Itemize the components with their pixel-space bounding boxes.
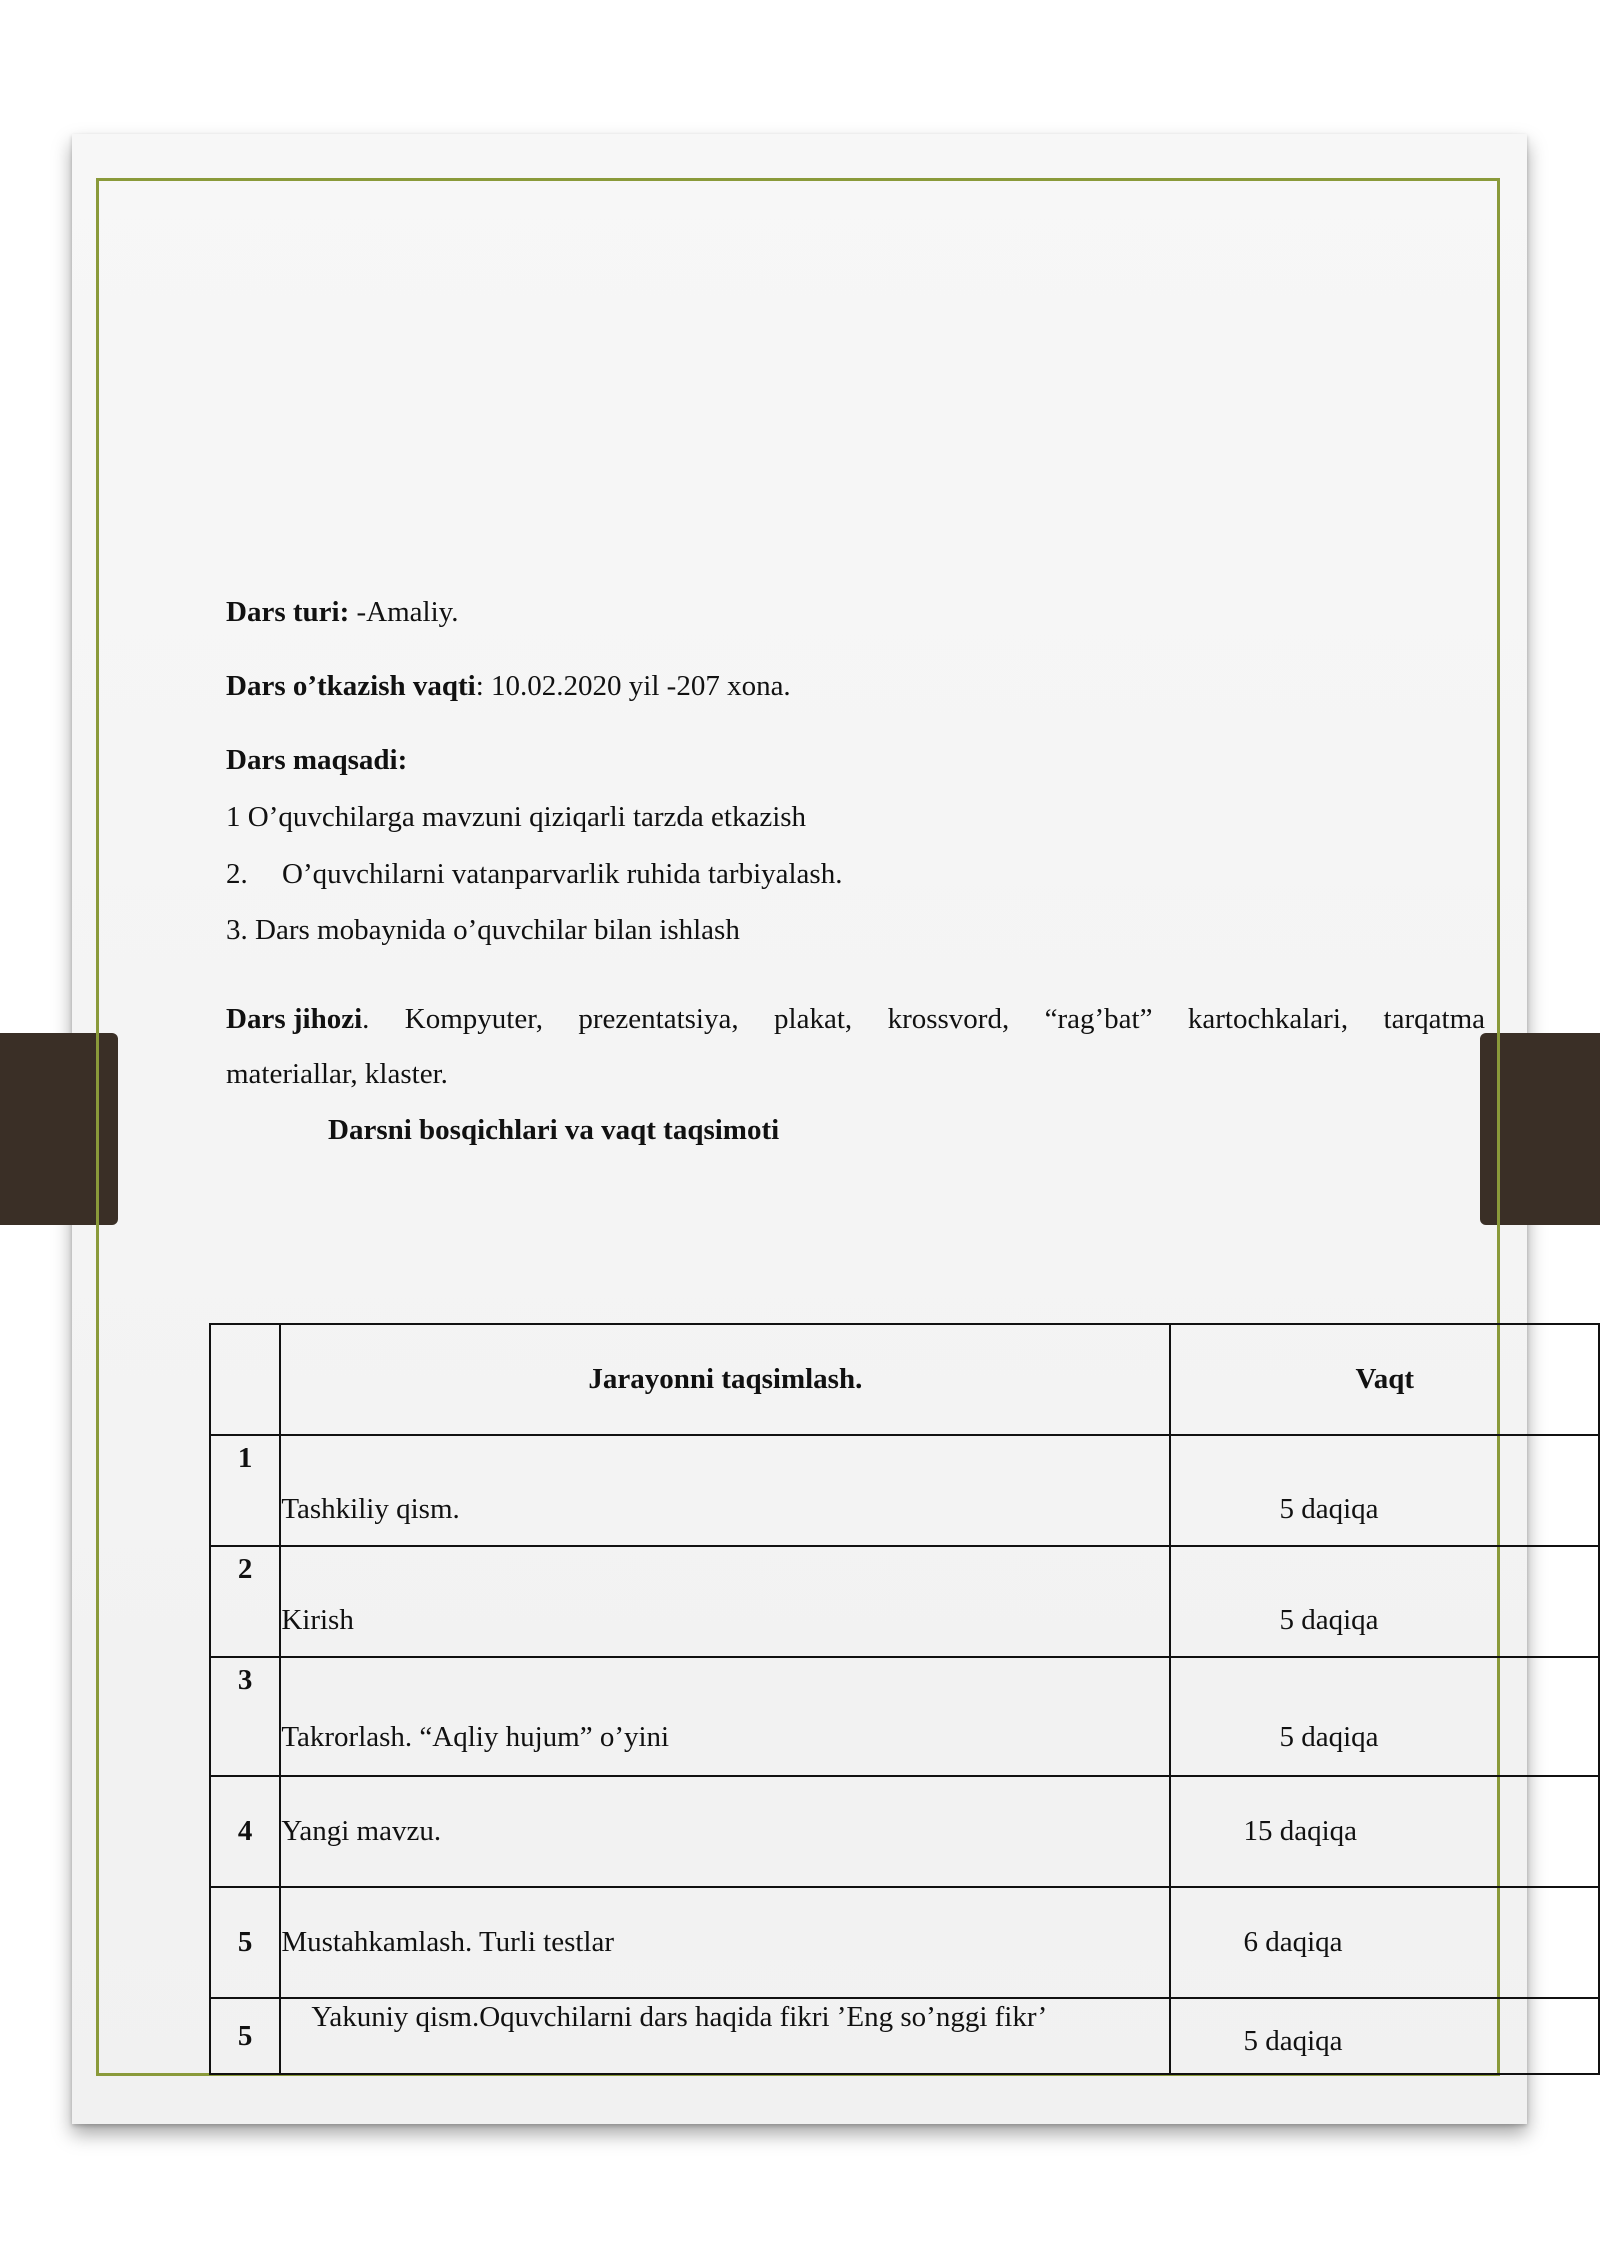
- lesson-equipment-continuation: materiallar, klaster.: [226, 1058, 448, 1090]
- lesson-goal-item-number: 2.: [226, 858, 248, 890]
- header-process-cell: Jarayonni taqsimlash.: [280, 1324, 1170, 1435]
- lesson-type-label: Dars turi:: [226, 596, 350, 628]
- table-row: [210, 1657, 1599, 1776]
- header-num-cell: [210, 1324, 280, 1435]
- lesson-time-label: Dars o’tkazish vaqti: [226, 670, 476, 702]
- row-time: 5 daqiqa: [1170, 1657, 1599, 1776]
- row-number: 5: [210, 1998, 280, 2074]
- row-time: 6 daqiqa: [1170, 1887, 1599, 1998]
- row-process: Kirish: [280, 1546, 1170, 1657]
- header-time-cell: Vaqt: [1170, 1324, 1599, 1435]
- lesson-time-value: : 10.02.2020 yil -207 xona.: [475, 670, 791, 702]
- lesson-type-line: [226, 595, 459, 630]
- row-number: 4: [210, 1776, 280, 1887]
- lesson-equipment-label: Dars jihozi: [226, 1003, 363, 1035]
- lesson-goal-label: Dars maqsadi:: [226, 744, 408, 776]
- lesson-goal-item: 3. Dars mobaynida o’quvchilar bilan ishlash: [226, 914, 740, 946]
- row-process: Yakuniy qism.Oquvchilarni dars haqida fikri ’Eng so’nggi fikr’: [280, 1998, 1170, 2074]
- row-process: Takrorlash. “Aqliy hujum” o’yini: [280, 1657, 1170, 1776]
- row-number: 5: [210, 1887, 280, 1998]
- row-time: 15 daqiqa: [1170, 1776, 1599, 1887]
- lesson-goal-item: O’quvchilarni vatanparvarlik ruhida tarbiyalash.: [282, 858, 843, 890]
- row-number: 2: [210, 1546, 280, 1657]
- row-number: 1: [210, 1435, 280, 1546]
- row-time: 5 daqiqa: [1170, 1435, 1599, 1546]
- lesson-equipment-value: . Kompyuter, prezentatsiya, plakat, krossvord, “rag’bat” kartochkalari, tarqatma: [362, 1003, 1485, 1035]
- table-row: [210, 1546, 1599, 1657]
- section-title: Darsni bosqichlari va vaqt taqsimoti: [328, 1114, 780, 1146]
- row-process: Yangi mavzu.: [280, 1776, 1170, 1887]
- row-time: 5 daqiqa: [1170, 1998, 1599, 2074]
- row-process: Tashkiliy qism.: [280, 1435, 1170, 1546]
- lesson-stages-table: [209, 1323, 1600, 2075]
- row-process: Mustahkamlash. Turli testlar: [280, 1887, 1170, 1998]
- row-number: 3: [210, 1657, 280, 1776]
- lesson-goal-item: 1 O’quvchilarga mavzuni qiziqarli tarzda etkazish: [226, 801, 807, 833]
- row-time: 5 daqiqa: [1170, 1546, 1599, 1657]
- table-row: [210, 1998, 1599, 2074]
- table-header-row: [210, 1324, 1599, 1435]
- table-row: [210, 1435, 1599, 1546]
- lesson-time-line: [226, 669, 791, 704]
- table-row: [210, 1887, 1599, 1998]
- table-row: [210, 1776, 1599, 1887]
- lesson-equipment-line: [226, 1002, 1485, 1037]
- lesson-type-value: -Amaliy.: [349, 596, 459, 628]
